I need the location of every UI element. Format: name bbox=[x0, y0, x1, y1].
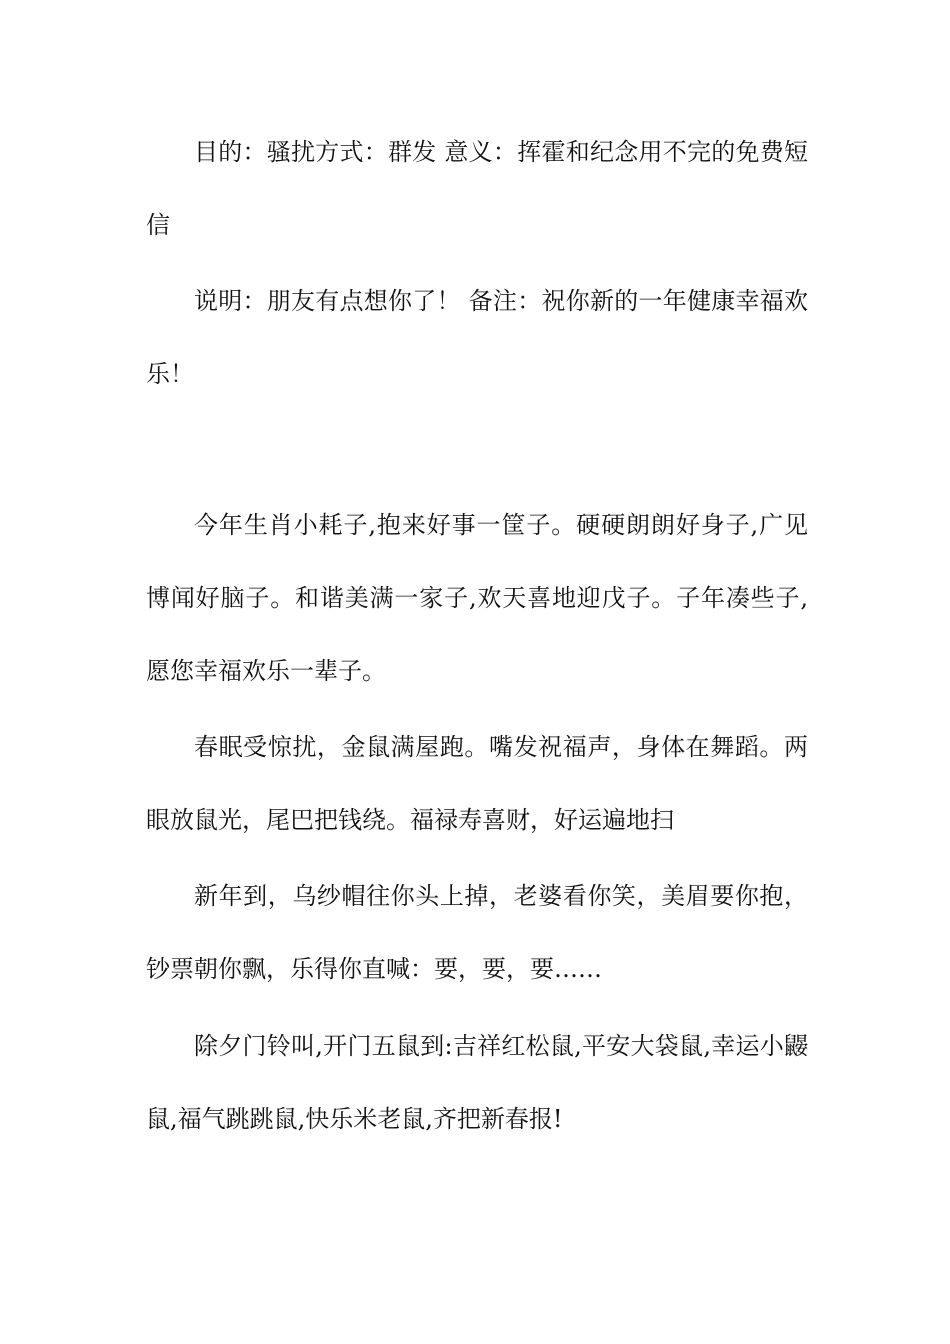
paragraph-eve-greeting: 除夕门铃叫,开门五鼠到:吉祥红松鼠,平安大袋鼠,幸运小鼹鼠,福气跳跳鼠,快乐米老鼠,齐把新春报! bbox=[146, 1032, 808, 1133]
paragraph-rat-year-greeting: 今年生肖小耗子,抱来好事一筐子。硬硬朗朗好身子,广见博闻好脑子。和谐美满一家子,欢天喜地迎戊子。子年凑些子,愿您幸福欢乐一辈子。 bbox=[146, 511, 808, 685]
paragraph-note: 说明：朋友有点想你了！ 备注：祝你新的一年健康幸福欢乐！ bbox=[146, 287, 808, 388]
paragraph-purpose: 目的：骚扰方式：群发 意义：挥霍和纪念用不完的免费短信 bbox=[146, 138, 808, 239]
paragraph-new-year-greeting: 新年到，乌纱帽往你头上掉，老婆看你笑，美眉要你抱，钞票朝你飘，乐得你直喊：要，要，要…… bbox=[146, 882, 808, 983]
paragraph-spring-greeting: 春眠受惊扰，金鼠满屋跑。嘴发祝福声，身体在舞蹈。两眼放鼠光，尾巴把钱绕。福禄寿喜财，好运遍地扫 bbox=[146, 733, 808, 834]
